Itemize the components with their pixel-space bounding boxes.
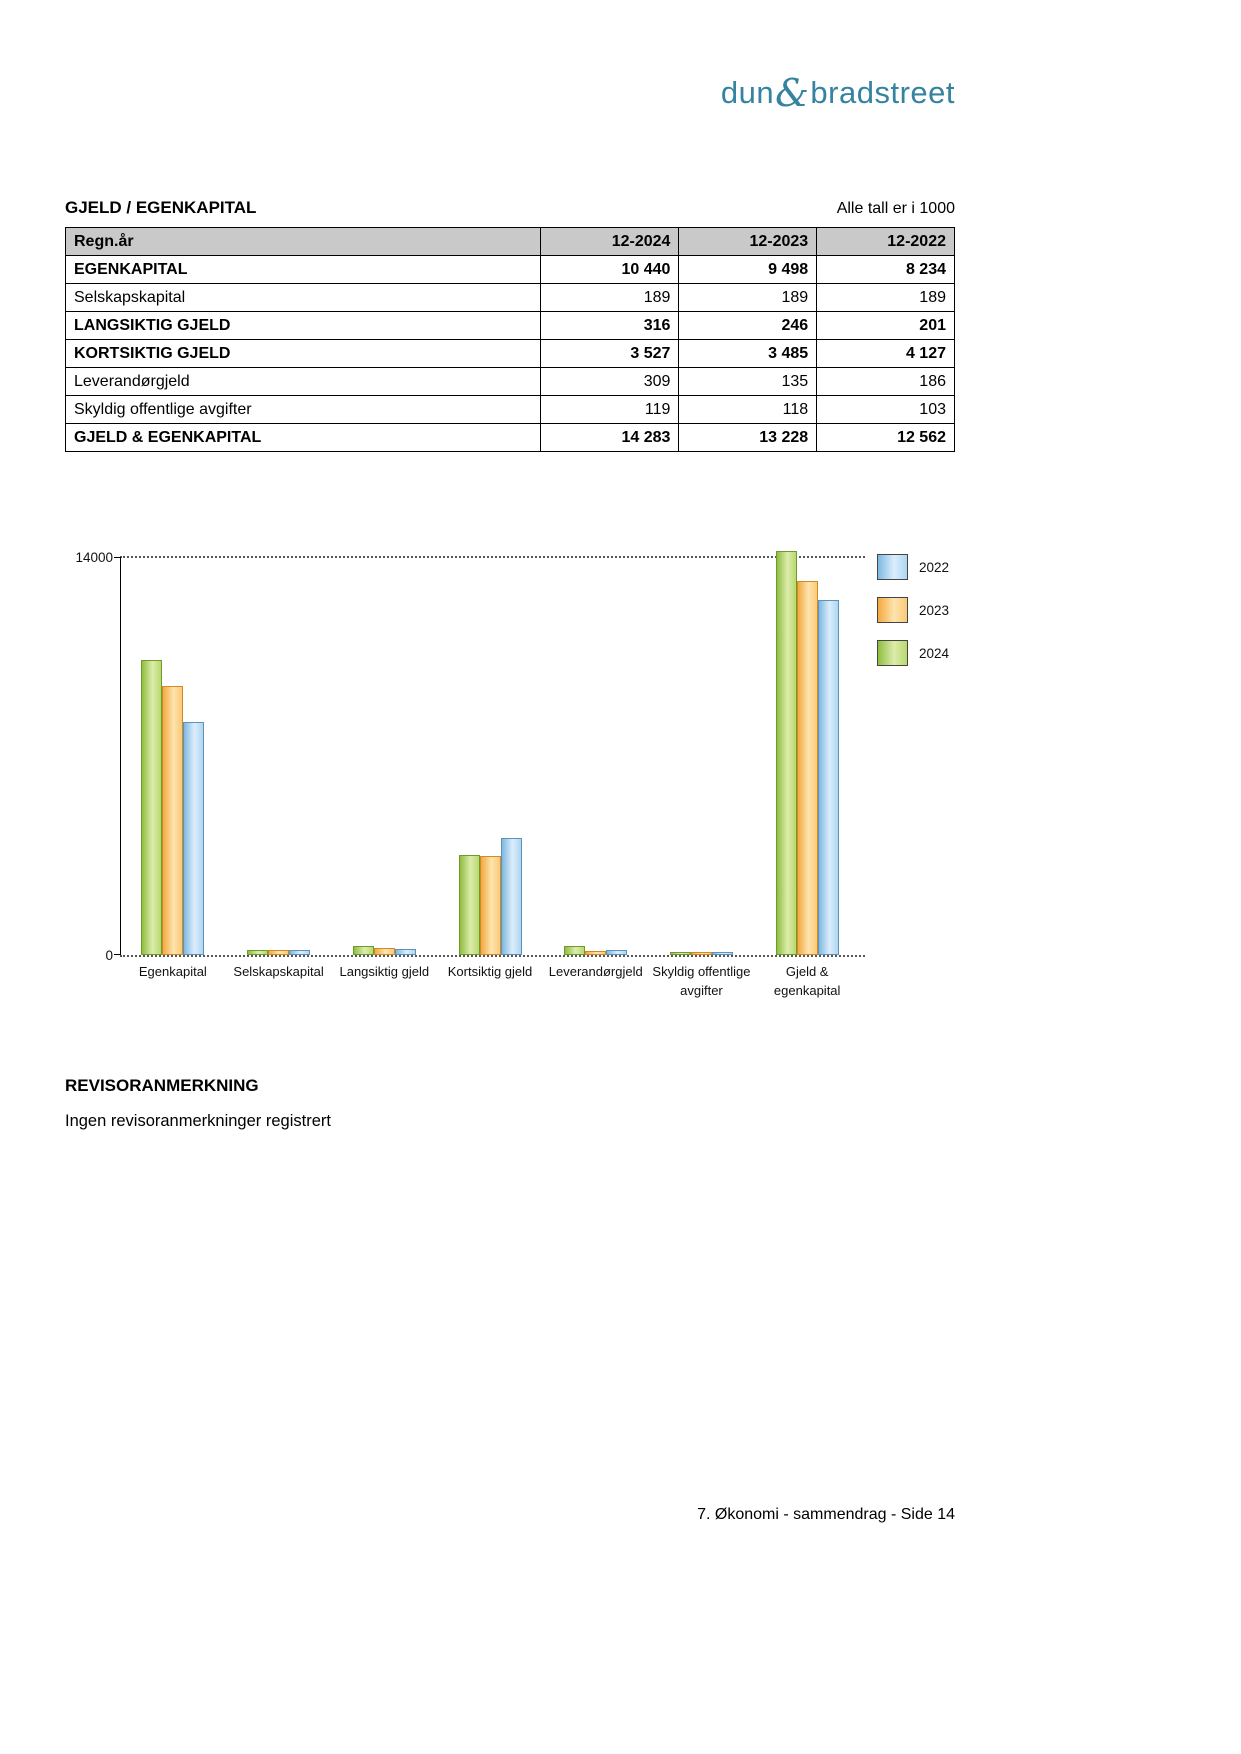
row-value: 8 234 — [817, 256, 955, 284]
table-row — [66, 424, 955, 452]
dun-bradstreet-logo — [65, 68, 955, 115]
bar-2022 — [818, 600, 839, 955]
row-value: 201 — [817, 312, 955, 340]
category-label: Egenkapital — [138, 964, 207, 979]
bar-2023 — [162, 686, 183, 955]
bar-2023 — [691, 952, 712, 955]
legend-label: 2023 — [919, 602, 950, 618]
bar-2023 — [797, 581, 818, 955]
row-label: LANGSIKTIG GJELD — [66, 312, 541, 340]
row-value: 4 127 — [817, 340, 955, 368]
bar-2024 — [670, 952, 691, 955]
bar-group — [649, 557, 755, 955]
header-12-2024: 12-2024 — [540, 228, 679, 256]
bar-2024 — [247, 950, 268, 955]
category-label: Skyldig offentlige avgifter — [652, 964, 751, 998]
row-value: 135 — [679, 368, 817, 396]
header-regnaar: Regn.år — [66, 228, 541, 256]
row-value: 14 283 — [540, 424, 679, 452]
bar-2024 — [459, 855, 480, 955]
bar-2022 — [501, 838, 522, 955]
category-label: Leverandørgjeld — [548, 964, 643, 979]
bar-2024 — [353, 946, 374, 955]
balance-bar-chart — [65, 540, 1065, 1010]
category-label: Langsiktig gjeld — [339, 964, 430, 979]
row-value: 119 — [540, 396, 679, 424]
row-value: 103 — [817, 396, 955, 424]
x-axis-baseline — [120, 955, 865, 957]
row-value: 189 — [540, 284, 679, 312]
bar-2022 — [606, 950, 627, 955]
row-value: 189 — [679, 284, 817, 312]
table-row — [66, 284, 955, 312]
table-row — [66, 340, 955, 368]
ytick-max: 14000 — [75, 550, 113, 565]
logo-part2: bradstreet — [810, 75, 955, 110]
section-title: GJELD / EGENKAPITAL — [65, 198, 257, 217]
bar-group — [437, 557, 543, 955]
bar-group — [331, 557, 437, 955]
row-label: Selskapskapital — [66, 284, 541, 312]
row-label: EGENKAPITAL — [66, 256, 541, 284]
section-header — [65, 198, 955, 218]
row-value: 189 — [817, 284, 955, 312]
legend-item — [877, 554, 949, 580]
legend-swatch-2024 — [877, 640, 908, 666]
units-note: Alle tall er i 1000 — [836, 200, 955, 217]
chart-plot — [120, 557, 860, 955]
table-row — [66, 256, 955, 284]
row-value: 316 — [540, 312, 679, 340]
row-value: 246 — [679, 312, 817, 340]
row-label: KORTSIKTIG GJELD — [66, 340, 541, 368]
bar-2023 — [374, 948, 395, 955]
header-12-2022: 12-2022 — [817, 228, 955, 256]
bar-2024 — [776, 551, 797, 955]
bar-group — [120, 557, 226, 955]
balance-table — [65, 227, 955, 452]
chart-xlabels — [120, 963, 860, 1001]
row-value: 10 440 — [540, 256, 679, 284]
bar-2022 — [712, 952, 733, 955]
table-row — [66, 396, 955, 424]
row-value: 309 — [540, 368, 679, 396]
bar-2022 — [183, 722, 204, 955]
category-label: Gjeld & egenkapital — [773, 964, 841, 998]
bar-group — [226, 557, 332, 955]
legend-swatch-2023 — [877, 597, 908, 623]
row-value: 186 — [817, 368, 955, 396]
table-row — [66, 312, 955, 340]
bar-2024 — [141, 660, 162, 955]
bar-2022 — [289, 950, 310, 955]
revisor-text: Ingen revisoranmerkninger registrert — [65, 1112, 331, 1130]
legend-label: 2024 — [919, 645, 950, 661]
revisor-title: REVISORANMERKNING — [65, 1076, 259, 1095]
revisor-section — [65, 1076, 955, 1131]
row-value: 12 562 — [817, 424, 955, 452]
bar-2023 — [480, 856, 501, 955]
row-label: Skyldig offentlige avgifter — [66, 396, 541, 424]
row-value: 3 527 — [540, 340, 679, 368]
category-label: Selskapskapital — [233, 964, 324, 979]
category-label: Kortsiktig gjeld — [447, 964, 533, 979]
table-row — [66, 368, 955, 396]
bar-group — [754, 557, 860, 955]
bar-2023 — [268, 950, 289, 955]
header-12-2023: 12-2023 — [679, 228, 817, 256]
logo-part1: dun — [720, 75, 775, 110]
table-header-row — [66, 228, 955, 256]
row-value: 3 485 — [679, 340, 817, 368]
row-label: Leverandørgjeld — [66, 368, 541, 396]
chart-legend — [877, 554, 949, 683]
legend-item — [877, 597, 949, 623]
bar-group — [543, 557, 649, 955]
row-value: 13 228 — [679, 424, 817, 452]
bar-2022 — [395, 949, 416, 955]
bar-2024 — [564, 946, 585, 955]
row-value: 118 — [679, 396, 817, 424]
balance-table-body — [66, 256, 955, 452]
ampersand-glyph: & — [775, 71, 810, 115]
legend-swatch-2022 — [877, 554, 908, 580]
legend-item — [877, 640, 949, 666]
row-label: GJELD & EGENKAPITAL — [66, 424, 541, 452]
page-footer: 7. Økonomi - sammendrag - Side 14 — [697, 1506, 955, 1523]
ytick-zero: 0 — [105, 948, 113, 963]
legend-label: 2022 — [919, 559, 950, 575]
bar-2023 — [585, 951, 606, 955]
row-value: 9 498 — [679, 256, 817, 284]
